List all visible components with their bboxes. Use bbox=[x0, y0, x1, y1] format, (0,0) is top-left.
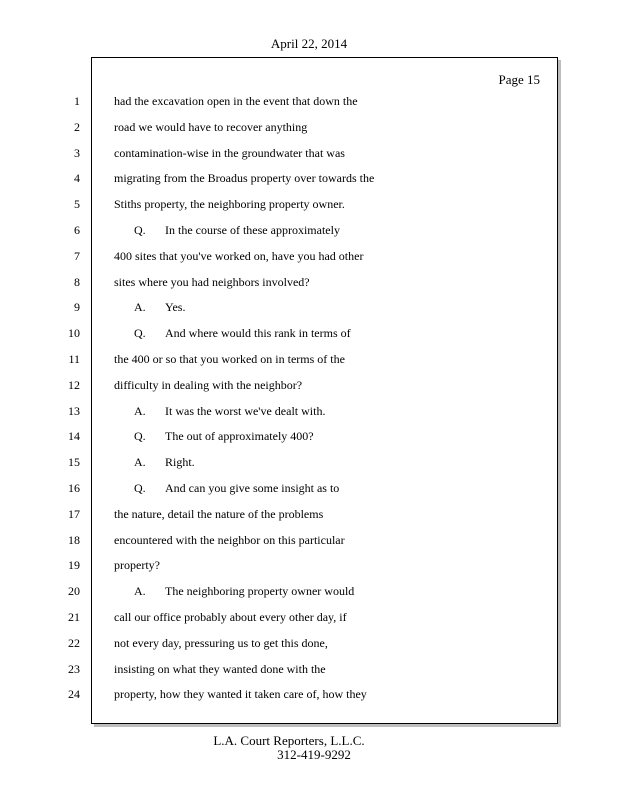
line-number: 17 bbox=[68, 507, 80, 521]
line-body: The out of approximately 400? bbox=[165, 429, 314, 443]
line-text bbox=[134, 326, 351, 341]
line-body: the 400 or so that you worked on in terms of the bbox=[114, 352, 345, 366]
line-text bbox=[114, 146, 345, 161]
line-number: 22 bbox=[68, 636, 80, 650]
line-text bbox=[114, 533, 345, 548]
transcript-line bbox=[0, 300, 618, 316]
line-number: 1 bbox=[74, 94, 80, 108]
line-body: And where would this rank in terms of bbox=[165, 326, 351, 340]
line-body: the nature, detail the nature of the problems bbox=[114, 507, 324, 521]
line-text bbox=[114, 378, 302, 393]
line-text bbox=[114, 197, 345, 212]
transcript-line bbox=[0, 146, 618, 162]
transcript-line bbox=[0, 249, 618, 265]
line-body: It was the worst we've dealt with. bbox=[165, 404, 326, 418]
qa-marker: Q. bbox=[134, 223, 146, 237]
line-text bbox=[134, 455, 195, 470]
line-body: encountered with the neighbor on this particular bbox=[114, 533, 345, 547]
transcript-line bbox=[0, 120, 618, 136]
line-body: sites where you had neighbors involved? bbox=[114, 275, 310, 289]
footer-phone: 312-419-9292 bbox=[277, 747, 351, 762]
line-text bbox=[134, 300, 185, 315]
line-number: 21 bbox=[68, 610, 80, 624]
transcript-date: April 22, 2014 bbox=[270, 36, 348, 51]
line-text bbox=[114, 249, 363, 264]
line-number: 16 bbox=[68, 481, 80, 495]
transcript-line bbox=[0, 197, 618, 213]
transcript-line bbox=[0, 558, 618, 574]
footer-company: L.A. Court Reporters, L.L.C. bbox=[213, 733, 365, 748]
qa-marker: A. bbox=[134, 455, 146, 469]
transcript-line bbox=[0, 662, 618, 678]
line-text bbox=[134, 223, 340, 238]
line-text bbox=[114, 662, 326, 677]
line-number: 18 bbox=[68, 533, 80, 547]
transcript-line bbox=[0, 429, 618, 445]
line-text bbox=[114, 636, 328, 651]
line-text bbox=[114, 687, 367, 702]
line-number: 3 bbox=[74, 146, 80, 160]
line-text bbox=[114, 610, 347, 625]
qa-marker: Q. bbox=[134, 326, 146, 340]
line-text bbox=[114, 120, 307, 135]
transcript-line bbox=[0, 636, 618, 652]
line-text bbox=[114, 94, 358, 109]
line-number: 2 bbox=[74, 120, 80, 134]
transcript-line bbox=[0, 533, 618, 549]
line-body: had the excavation open in the event that down the bbox=[114, 94, 358, 108]
line-body: 400 sites that you've worked on, have you had other bbox=[114, 249, 364, 263]
line-text bbox=[114, 558, 160, 573]
line-number: 6 bbox=[74, 223, 80, 237]
transcript-line bbox=[0, 455, 618, 471]
transcript-line bbox=[0, 481, 618, 497]
line-body: Stiths property, the neighboring property owner. bbox=[114, 197, 345, 211]
qa-marker: A. bbox=[134, 404, 146, 418]
line-text bbox=[114, 352, 345, 367]
line-body: insisting on what they wanted done with the bbox=[114, 662, 326, 676]
line-body: And can you give some insight as to bbox=[165, 481, 340, 495]
transcript-line bbox=[0, 507, 618, 523]
line-text bbox=[134, 429, 314, 444]
page-number: Page 15 bbox=[498, 72, 540, 87]
line-number: 14 bbox=[68, 429, 80, 443]
line-number: 19 bbox=[68, 558, 80, 572]
line-body: The neighboring property owner would bbox=[165, 584, 355, 598]
qa-marker: Q. bbox=[134, 481, 146, 495]
line-body: In the course of these approximately bbox=[165, 223, 340, 237]
line-body: road we would have to recover anything bbox=[114, 120, 308, 134]
line-number: 10 bbox=[68, 326, 80, 340]
transcript-line bbox=[0, 584, 618, 600]
line-body: property? bbox=[114, 558, 160, 572]
transcript-line bbox=[0, 94, 618, 110]
line-text bbox=[114, 171, 374, 186]
line-number: 5 bbox=[74, 197, 80, 211]
line-body: difficulty in dealing with the neighbor? bbox=[114, 378, 303, 392]
line-body: Right. bbox=[165, 455, 195, 469]
transcript-line bbox=[0, 171, 618, 187]
transcript-line bbox=[0, 352, 618, 368]
transcript-line bbox=[0, 610, 618, 626]
line-body: call our office probably about every other day, if bbox=[114, 610, 347, 624]
line-number: 24 bbox=[68, 687, 80, 701]
line-text bbox=[134, 584, 354, 599]
transcript-line bbox=[0, 687, 618, 703]
transcript-line bbox=[0, 378, 618, 394]
transcript-line bbox=[0, 223, 618, 239]
transcript-line bbox=[0, 404, 618, 420]
line-text bbox=[114, 275, 310, 290]
line-body: Yes. bbox=[165, 300, 186, 314]
line-number: 23 bbox=[68, 662, 80, 676]
line-text bbox=[114, 507, 323, 522]
line-number: 9 bbox=[74, 300, 80, 314]
line-body: contamination-wise in the groundwater that was bbox=[114, 146, 345, 160]
transcript-line bbox=[0, 275, 618, 291]
line-number: 4 bbox=[74, 171, 80, 185]
line-number: 13 bbox=[68, 404, 80, 418]
line-number: 20 bbox=[68, 584, 80, 598]
line-text bbox=[134, 404, 325, 419]
qa-marker: A. bbox=[134, 584, 146, 598]
line-number: 11 bbox=[68, 352, 80, 366]
line-text bbox=[134, 481, 339, 496]
line-body: migrating from the Broadus property over towards the bbox=[114, 171, 375, 185]
qa-marker: A. bbox=[134, 300, 146, 314]
transcript-line bbox=[0, 326, 618, 342]
line-number: 12 bbox=[68, 378, 80, 392]
line-number: 8 bbox=[74, 275, 80, 289]
qa-marker: Q. bbox=[134, 429, 146, 443]
line-number: 7 bbox=[74, 249, 80, 263]
line-number: 15 bbox=[68, 455, 80, 469]
line-body: property, how they wanted it taken care of, how they bbox=[114, 687, 367, 701]
line-body: not every day, pressuring us to get this done, bbox=[114, 636, 328, 650]
